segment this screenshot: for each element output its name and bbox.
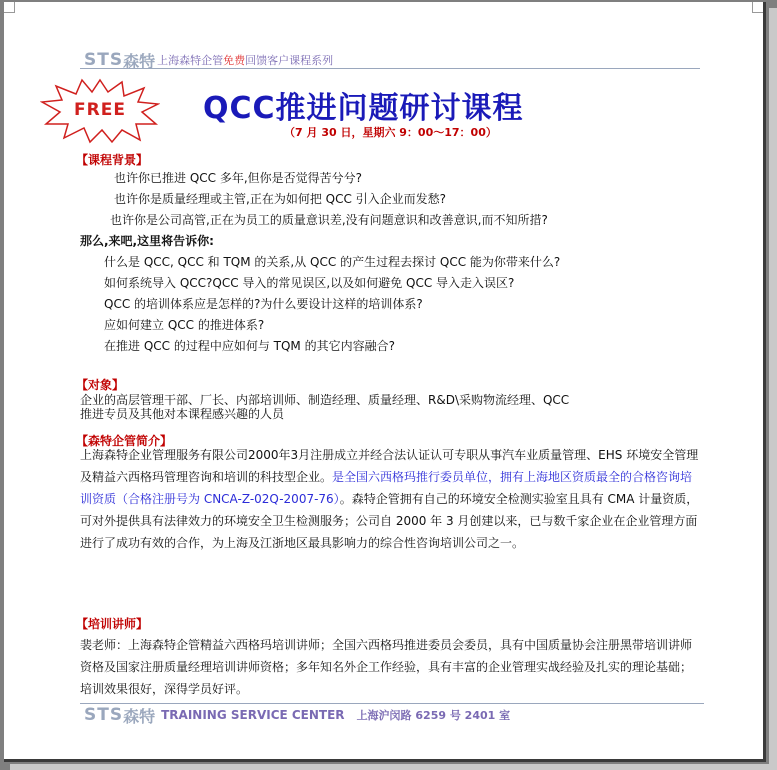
footer-divider <box>80 703 704 704</box>
header-brand-row <box>84 50 333 70</box>
background-question-3: 也许你是公司高管,正在为员工的质量意识差,没有问题意识和改善意识,而不知所措? <box>110 213 548 227</box>
background-point-4: 应如何建立 QCC 的推进体系? <box>104 318 265 332</box>
background-point-5: 在推进 QCC 的过程中应如何与 TQM 的其它内容融合? <box>104 339 395 353</box>
background-point-3: QCC 的培训体系应是怎样的?为什么要设计这样的培训体系? <box>104 297 423 311</box>
section-heading-trainer: 【培训讲师】 <box>76 617 149 631</box>
company-intro-paragraph <box>80 444 700 554</box>
background-question-1: 也许你已推进 QCC 多年,但你是否觉得苦兮兮? <box>114 171 363 185</box>
footer-sts-logo: STS <box>84 705 124 725</box>
course-title: QCC推进问题研讨课程 <box>203 91 524 126</box>
section-heading-audience: 【对象】 <box>76 378 125 392</box>
background-question-2: 也许你是质量经理或主管,正在为如何把 QCC 引入企业而发愁? <box>114 192 447 206</box>
footer-center-name: TRAINING SERVICE CENTER <box>161 708 345 722</box>
page-right-shadow <box>769 8 777 770</box>
free-badge-text: FREE <box>74 100 126 120</box>
tagline-free: 免费 <box>223 54 246 67</box>
section-heading-background: 【课程背景】 <box>76 153 149 167</box>
audience-line-2: 推进专员及其他对本课程感兴趣的人员 <box>80 407 285 421</box>
background-point-1: 什么是 QCC, QCC 和 TQM 的关系,从 QCC 的产生过程去探讨 QCC 能为你带来什么? <box>104 255 561 269</box>
sts-logo-cn: 森特 <box>123 51 156 71</box>
page-bottom-shadow <box>10 764 777 770</box>
company-intro-text-1: 上海森特企业管理服务有限公司2000年3月注册成立并经合法认证认可专职从事汽车业质量管理、EHS 环境安全管理及精益六西格玛管理咨询和培训的科技型企业。 <box>80 448 699 484</box>
background-point-2: 如何系统导入 QCC?QCC 导入的常见误区,以及如何避免 QCC 导入走入误区? <box>104 276 515 290</box>
footer-address: 上海沪闵路 6259 号 2401 室 <box>356 709 511 722</box>
background-intro: 那么,来吧,这里将告诉你: <box>80 234 214 248</box>
section-heading-company: 【森特企管简介】 <box>76 434 173 448</box>
tagline-post: 回馈客户课程系列 <box>245 54 334 67</box>
company-intro-text-2: 。森特企管拥有自己的环境安全检测实验室且具有 CMA 计量资质，可对外提供具有法律效力的环境安全卫生检测服务；公司自 2000 年 3 月创建以来，已与数千家企业在企业管理方面进行了成功有效的合作，为上海及江浙地区最具影响力的综合性咨询培训公司之一。 <box>80 492 699 550</box>
trainer-paragraph: 裴老师：上海森特企管精益六西格玛培训讲师；全国六西格玛推进委员会委员，具有中国质量协会注册黑带培训讲师资格及国家注册质量经理培训讲师资格；多年知名外企工作经验，具有丰富的企业管理实战经验及扎实的理论基础；培训效果很好，深得学员好评。 <box>80 638 693 696</box>
company-intro-highlight: 是全国六西格玛推行委员单位，拥有上海地区资质最全的合格咨询培训资质（合格注册号为 CNCA-Z-02Q-2007-76） <box>80 470 693 506</box>
header-divider <box>80 68 700 69</box>
header-tagline <box>157 52 333 68</box>
footer-brand-row <box>84 705 510 725</box>
tagline-pre: 上海森特企管 <box>157 54 224 67</box>
sts-logo: STS <box>84 50 124 70</box>
audience-line-1: 企业的高层管理干部、厂长、内部培训师、制造经理、质量经理、R&D\采购物流经理、QCC <box>80 393 570 407</box>
margin-corner-top-left <box>4 2 15 13</box>
footer-sts-logo-cn: 森特 <box>123 706 156 726</box>
course-date: （7 月 30 日，星期六 9：00～17：00） <box>284 126 497 139</box>
margin-corner-top-right <box>752 2 763 13</box>
